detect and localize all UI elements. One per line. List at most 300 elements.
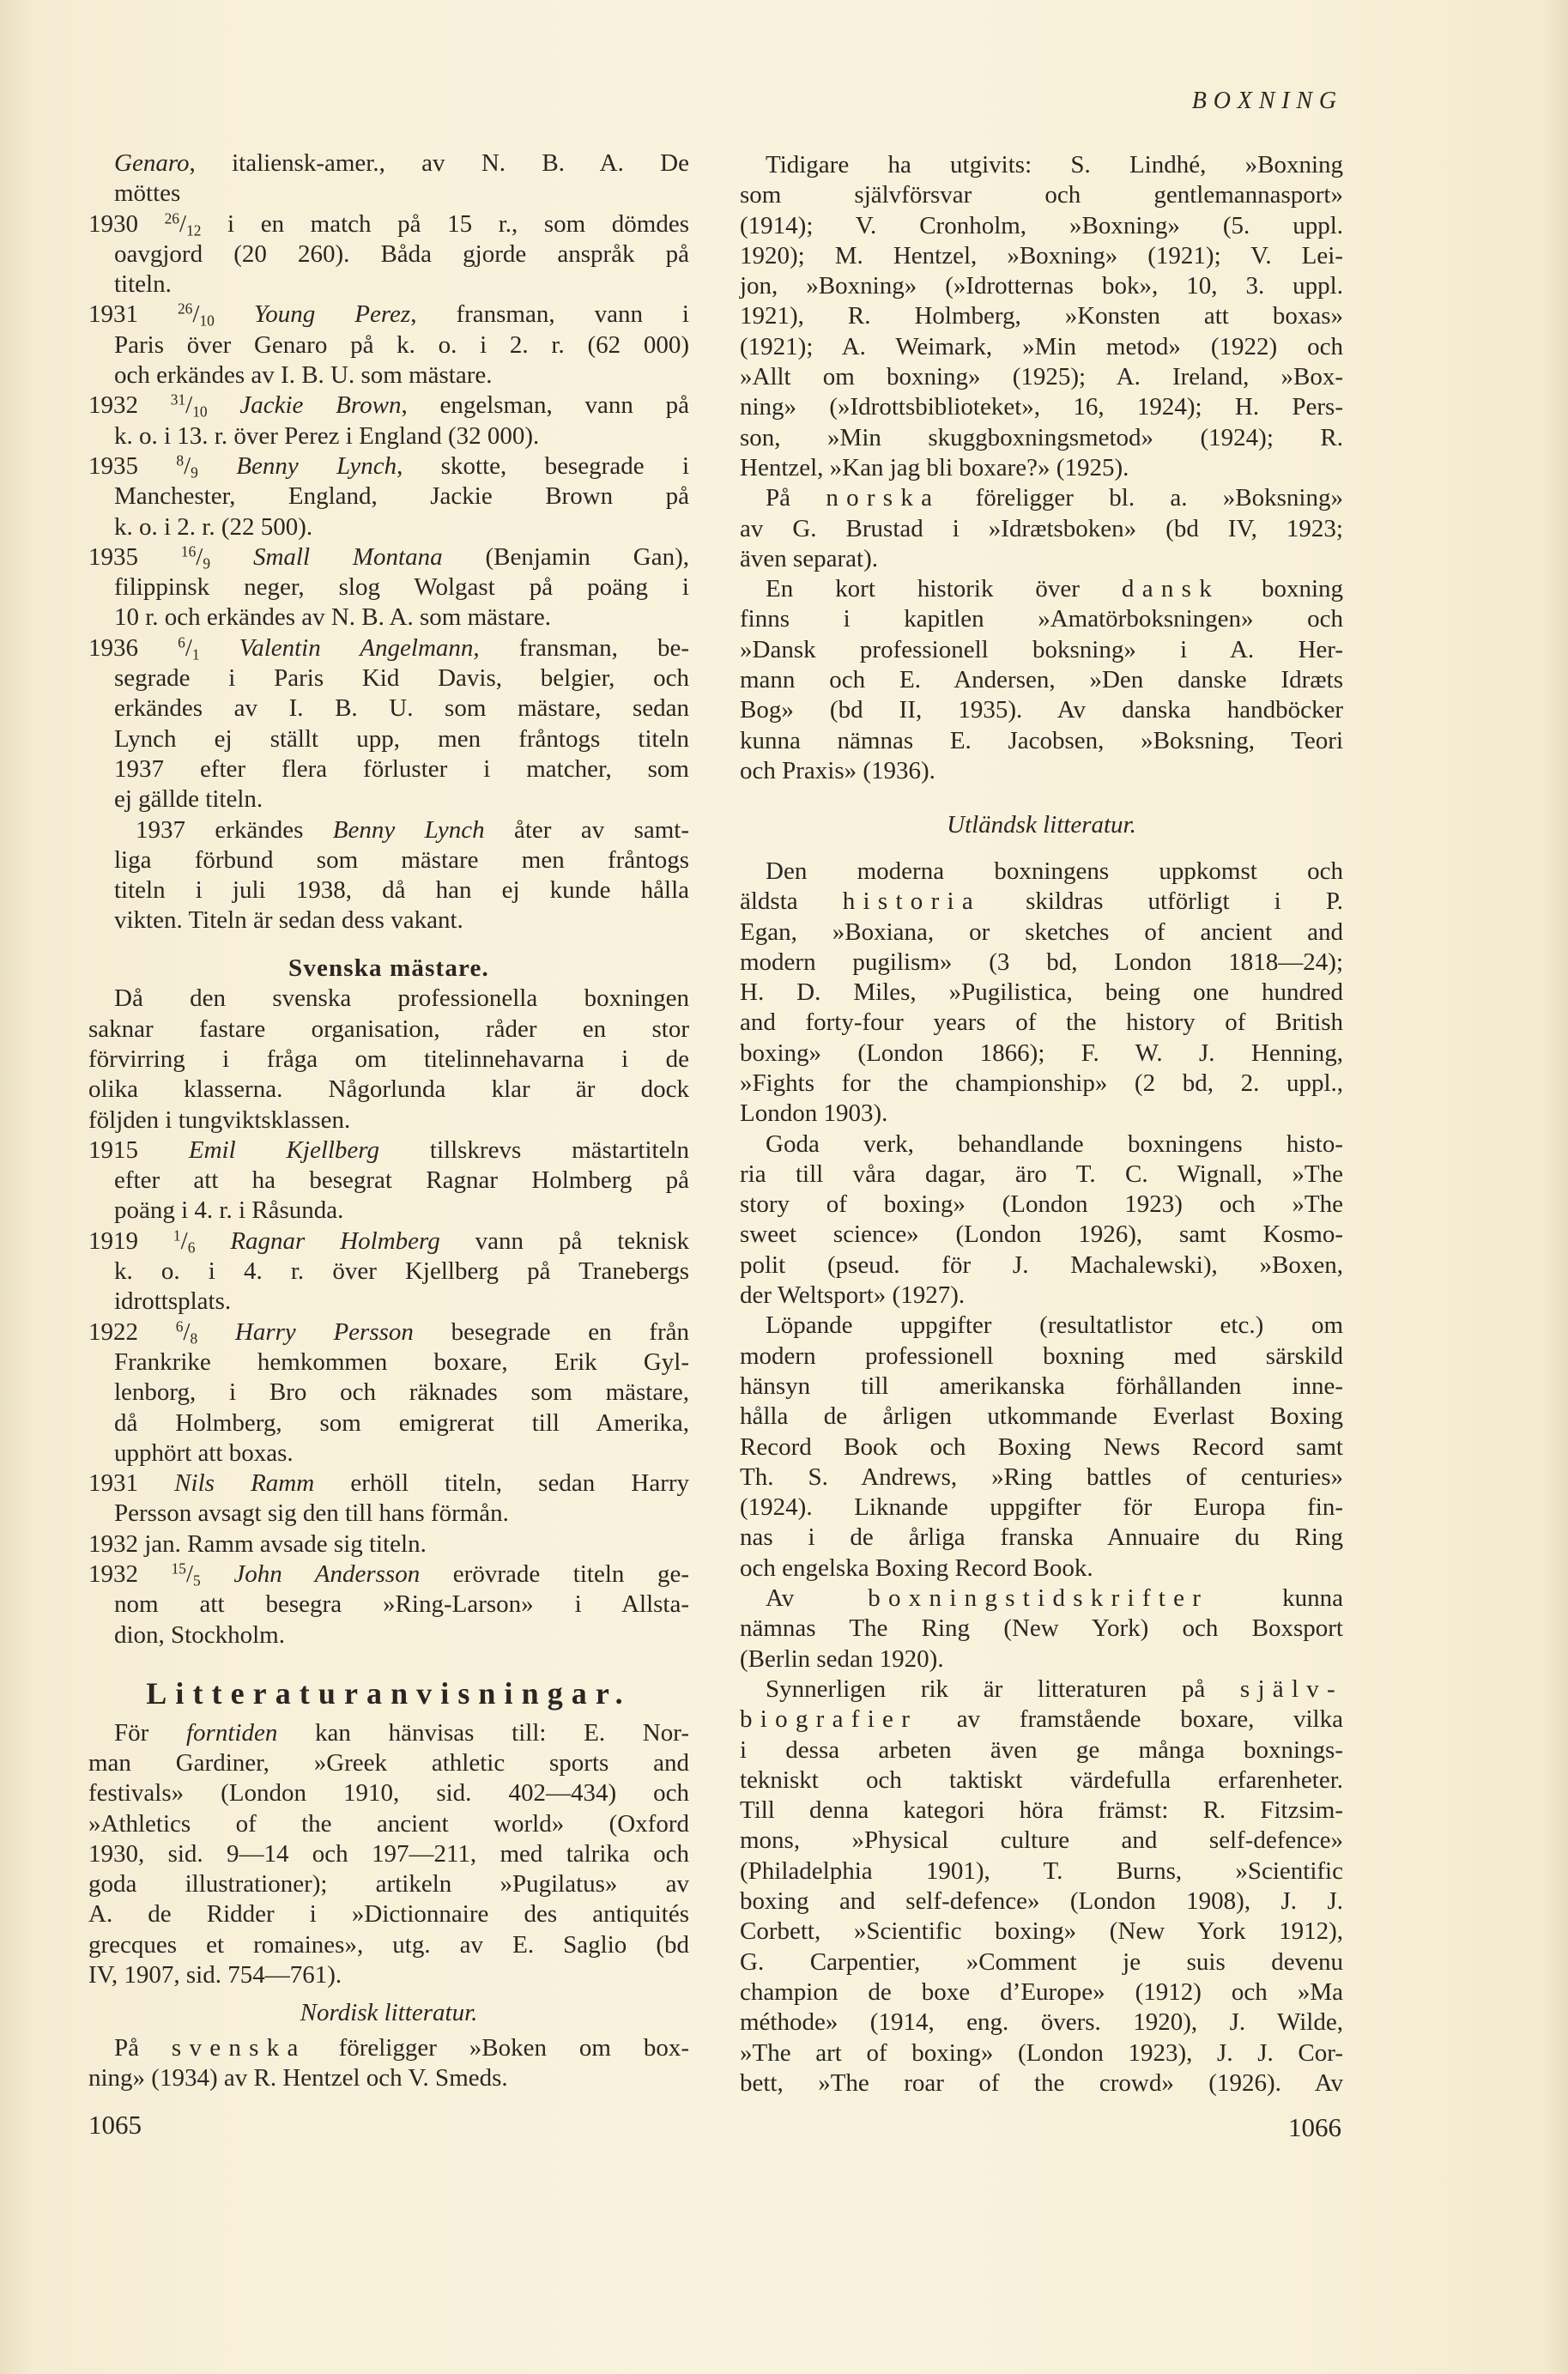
date-month: 6 [187, 1238, 196, 1257]
text-run: av G. Brustad i »Idrætsboken» (bd IV, 1923; [740, 514, 1343, 542]
text-run: son, »Min skuggboxningsmetod» (1924); R. [740, 423, 1343, 451]
text-line [740, 918, 1343, 948]
text-run: 1915 [88, 1136, 189, 1164]
text-line [88, 754, 689, 784]
text-line [740, 1584, 1343, 1614]
text-run: man Gardiner, »Greek athletic sports and [88, 1748, 689, 1777]
left-page-column [88, 148, 689, 2094]
text-run: Egan, »Boxiana, or sketches of ancient and [740, 918, 1343, 946]
text-run: k. o. i 13. r. över Perez i England (32 000). [114, 421, 540, 450]
date-day: 26 [164, 209, 179, 227]
text-line [88, 360, 689, 391]
text-run: méthode» (1914, eng. övers. 1920), J. Wilde, [740, 2008, 1343, 2037]
text-line [740, 514, 1343, 544]
paragraph [740, 1675, 1343, 2098]
text-line [88, 2033, 689, 2063]
text-run: A. de Ridder i »Dictionnaire des antiquités [88, 1900, 689, 1929]
text-line [88, 481, 689, 512]
text-run: 1931 [88, 1469, 175, 1498]
italic-name: Valentin Angelmann [239, 633, 474, 662]
text-run: 1919 [88, 1226, 173, 1255]
chronology-entry [88, 1559, 689, 1650]
text-run: and forty-four years of the history of British [740, 1008, 1343, 1037]
italic-name: Genaro [114, 149, 190, 177]
text-line [740, 1190, 1343, 1220]
text-line [740, 423, 1343, 453]
text-run: vann på teknisk [439, 1226, 690, 1255]
date-month: 5 [193, 1572, 201, 1590]
text-line [740, 1039, 1343, 1069]
text-run: mons, »Physical culture and self-defence» [740, 1826, 1343, 1855]
italic-subheading: Nordisk litteratur. [300, 1998, 478, 2026]
text-run: modern pugilism» (3 bd, London 1818—24); [740, 948, 1343, 976]
italic-name: Small Montana [252, 542, 443, 571]
text-run: finns i kapitlen »Amatörboksningen» och [740, 605, 1343, 633]
italic-name: Ragnar Holmberg [230, 1226, 440, 1255]
text-run: 1920); M. Hentzel, »Boxning» (1921); V. Lei- [740, 241, 1343, 269]
text-line [88, 1347, 689, 1378]
text-line [740, 392, 1343, 422]
text-run: Tidigare ha utgivits: S. Lindhé, »Boxning [766, 151, 1343, 179]
text-run: »Dansk professionell boksning» i A. Her- [740, 635, 1343, 663]
text-line [88, 512, 689, 542]
text-line [88, 1499, 689, 1529]
page-number-right: 1066 [1288, 2112, 1341, 2142]
text-run: hänsyn till amerikanska förhållanden inne- [740, 1372, 1343, 1400]
spaced-emphasis: biografier [740, 1705, 918, 1734]
text-run: / [179, 209, 187, 238]
text-run: der Weltsport» (1927). [740, 1281, 966, 1310]
text-run: För [114, 1718, 186, 1747]
date-month: 10 [192, 403, 208, 421]
italic-name: Harry Persson [234, 1317, 414, 1346]
text-line [740, 978, 1343, 1008]
text-run: 1930, sid. 9—14 och 197—211, med talrika och [88, 1839, 689, 1868]
text-run: kan hänvisas till: E. Nor- [277, 1718, 689, 1747]
text-run: filippinsk neger, slog Wolgast på poäng i [114, 573, 689, 602]
text-run: följden i tungviktsklassen. [88, 1105, 351, 1134]
text-line [740, 1523, 1343, 1553]
chronology-entry [88, 209, 689, 300]
text-run: , italiensk-amer., av N. B. A. De [189, 149, 689, 177]
text-line [88, 1014, 689, 1045]
text-line [88, 1839, 689, 1869]
text-line [88, 663, 689, 693]
text-line [740, 1765, 1343, 1796]
text-run: 1922 [88, 1317, 176, 1346]
text-run: , skotte, besegrade i [397, 451, 690, 480]
text-run: H. D. Miles, »Pugilistica, being one hundred [740, 978, 1343, 1007]
text-run: Record Book och Boxing News Record samt [740, 1432, 1343, 1461]
text-line [740, 483, 1343, 513]
text-run: Frankrike hemkommen boxare, Erik Gyl- [114, 1347, 689, 1376]
text-run: poäng i 4. r. i Råsunda. [114, 1196, 344, 1225]
text-line [88, 1899, 689, 1929]
text-line [740, 1735, 1343, 1765]
text-line [88, 209, 689, 239]
text-line [740, 1886, 1343, 1917]
chronology-entry [88, 1469, 689, 1529]
text-run: Persson avsagt sig den till hans förmån. [114, 1499, 509, 1528]
text-line [740, 857, 1343, 887]
text-run: (1914); V. Cronholm, »Boxning» (5. uppl. [740, 211, 1343, 239]
text-run: (Berlin sedan 1920). [740, 1644, 944, 1673]
text-run: London 1903). [740, 1099, 888, 1128]
paragraph [740, 1584, 1343, 1675]
text-line [88, 1718, 689, 1748]
text-run: kunna nämnas E. Jacobsen, »Boksning, Teori [740, 726, 1343, 754]
text-line [88, 330, 689, 360]
text-line [88, 1559, 689, 1590]
text-run: i dessa arbeten även ge många boxnings- [740, 1735, 1343, 1764]
date-day: 16 [180, 542, 197, 560]
text-line [740, 1463, 1343, 1493]
text-run: tillskrevs mästartiteln [379, 1136, 690, 1164]
chronology-entry [88, 1529, 689, 1559]
text-line [740, 665, 1343, 695]
text-line [88, 1930, 689, 1960]
text-line [88, 572, 689, 603]
text-run: 10 r. och erkändes av N. B. A. som mästare. [114, 603, 552, 632]
text-run: ria till våra dagar, äro T. C. Wignall, »The [740, 1160, 1343, 1188]
chronology-entry [88, 451, 689, 542]
text-run: saknar fastare organisation, råder en stor [88, 1014, 689, 1043]
paragraph [740, 150, 1343, 483]
text-line [88, 1620, 689, 1650]
text-run: / [183, 1317, 191, 1346]
date-day: 6 [178, 633, 185, 651]
text-line [88, 1960, 689, 1990]
text-run: (Philadelphia 1901), T. Burns, »Scientific [740, 1856, 1343, 1885]
text-run: föreligger bl. a. »Boksning» [940, 484, 1343, 512]
text-line [740, 1432, 1343, 1463]
text-line [740, 2068, 1343, 2098]
text-line [740, 1826, 1343, 1856]
italic-name: forntiden [185, 1718, 278, 1747]
italic-name: Nils Ramm [174, 1469, 315, 1498]
text-run: / [185, 391, 193, 420]
text-line [88, 1287, 689, 1317]
text-line [740, 1493, 1343, 1523]
paragraph [740, 483, 1343, 574]
text-line [740, 301, 1343, 331]
text-line [88, 1529, 689, 1559]
text-line [88, 815, 689, 845]
text-run: nas i de årliga franska Annuaire du Ring [740, 1523, 1343, 1552]
text-run: liga förbund som mästare men fråntogs [114, 845, 689, 874]
text-run: och Praxis» (1936). [740, 756, 935, 784]
italic-name: Benny Lynch [236, 451, 397, 480]
text-run [210, 543, 253, 571]
paragraph [740, 857, 1343, 1129]
text-run: och erkändes av I. B. U. som mästare. [114, 361, 493, 390]
text-run: 1932 [88, 1560, 172, 1589]
text-line [740, 887, 1343, 917]
section-heading: Litteraturanvisningar. [146, 1675, 632, 1711]
text-line [88, 984, 689, 1014]
italic-name: Young Perez [253, 300, 411, 329]
text-line [740, 574, 1343, 604]
text-run: Hentzel, »Kan jag bli boxare?» (1925). [740, 453, 1129, 481]
text-run: Manchester, England, Jackie Brown på [114, 482, 689, 511]
text-run: (1921); A. Weimark, »Min metod» (1922) och [740, 332, 1343, 360]
text-line [88, 391, 689, 421]
text-line [740, 2008, 1343, 2038]
text-run: , fransman, be- [473, 633, 690, 662]
text-run: bett, »The roar of the crowd» (1926). Av [740, 2068, 1343, 2097]
text-run: Th. S. Andrews, »Ring battles of centuries» [740, 1463, 1343, 1491]
text-line [740, 2038, 1343, 2068]
date-month: 12 [186, 221, 202, 239]
text-run: G. Carpentier, »Comment je suis devenu [740, 1947, 1343, 1976]
text-line [88, 421, 689, 451]
text-run: »The art of boxing» (London 1923), J. J. Cor- [740, 2038, 1343, 2067]
text-line [740, 1553, 1343, 1584]
text-run: besegrade en från [413, 1317, 689, 1346]
text-line [88, 724, 689, 754]
text-line [740, 1614, 1343, 1644]
text-run: titeln. [114, 270, 172, 299]
text-run: På [766, 484, 826, 512]
text-run: och engelska Boxing Record Book. [740, 1553, 1093, 1582]
text-line [88, 603, 689, 633]
text-run: / [184, 451, 191, 480]
text-line [740, 1129, 1343, 1160]
text-run: Löpande uppgifter (resultatlistor etc.) om [766, 1311, 1343, 1340]
text-run: efter att ha besegrat Ragnar Holmberg på [114, 1166, 689, 1195]
text-run: upphört att boxas. [114, 1438, 294, 1467]
text-run: olika klasserna. Någorlunda klar är dock [88, 1075, 689, 1104]
text-run: k. o. i 4. r. över Kjellberg på Tranebergs [114, 1257, 689, 1286]
text-line [88, 1469, 689, 1499]
chronology-entry [88, 391, 689, 451]
text-line [740, 756, 1343, 786]
paragraph [88, 2033, 689, 2094]
text-line [88, 845, 689, 875]
text-run: Paris över Genaro på k. o. i 2. r. (62 000) [114, 330, 689, 359]
text-run: nämnas The Ring (New York) och Boxsport [740, 1614, 1343, 1643]
text-run: hålla de årligen utkommande Everlast Boxing [740, 1402, 1343, 1431]
text-line [88, 179, 689, 209]
text-run: boxning [1219, 575, 1344, 603]
italic-name: Emil Kjellberg [188, 1136, 380, 1164]
text-line [88, 1257, 689, 1287]
text-run: / [192, 300, 200, 329]
text-run: åter av samt- [484, 815, 689, 844]
text-line [88, 1045, 689, 1075]
text-run [198, 452, 236, 480]
text-run: festivals» (London 1910, sid. 402—434) och [88, 1779, 689, 1808]
spaced-emphasis: boxningstidskrifter [868, 1584, 1209, 1613]
text-run: boxing and self-defence» (London 1908), J. J. [740, 1887, 1343, 1916]
text-line [740, 1402, 1343, 1432]
text-line [88, 148, 689, 179]
text-run: , fransman, vann i [410, 300, 689, 329]
text-run: goda illustrationer); artikeln »Pugilatus» av [88, 1870, 689, 1899]
text-run: 1931 [88, 300, 178, 329]
text-line [88, 1869, 689, 1899]
text-run: 1935 [88, 542, 181, 571]
text-run: av framstående boxare, vilka [917, 1705, 1343, 1734]
text-line [88, 1166, 689, 1196]
text-run [195, 1227, 230, 1255]
text-run: Synnerligen rik är litteraturen på [766, 1675, 1240, 1703]
italic-subheading: Utländsk litteratur. [947, 810, 1136, 839]
text-line [740, 1099, 1343, 1129]
text-line [88, 1105, 689, 1136]
text-line [88, 693, 689, 724]
date-day: 1 [173, 1226, 181, 1245]
date-day: 26 [177, 300, 193, 318]
text-run: Lynch ej ställt upp, men fråntogs titeln [114, 724, 689, 753]
text-line [88, 2063, 689, 2093]
date-month: 1 [191, 645, 200, 663]
text-line [88, 239, 689, 269]
text-run: ning» (»Idrottsbiblioteket», 16, 1924); H. Pers- [740, 393, 1343, 421]
text-run: På [114, 2033, 172, 2062]
text-line [740, 150, 1343, 180]
chronology-entry [88, 1226, 689, 1317]
spaced-emphasis: historia [842, 887, 982, 916]
text-line [88, 1226, 689, 1257]
text-line [88, 784, 689, 815]
text-run: grecques et romaines», utg. av E. Saglio (bd [88, 1930, 689, 1959]
date-month: 8 [190, 1329, 198, 1347]
date-month: 9 [203, 554, 211, 572]
date-day: 31 [170, 391, 186, 409]
text-line [740, 1281, 1343, 1311]
text-run: då Holmberg, som emigrerat till Amerika, [114, 1408, 689, 1437]
text-run [200, 634, 239, 662]
text-line [88, 269, 689, 300]
text-run: sweet science» (London 1926), samt Kosmo- [740, 1220, 1343, 1249]
paragraph [740, 1311, 1343, 1584]
text-run: erövrade titeln ge- [420, 1560, 690, 1589]
text-run: En kort historik över [766, 575, 1122, 603]
text-line [88, 1317, 689, 1347]
text-line [740, 1311, 1343, 1341]
text-line [88, 1590, 689, 1620]
date-day: 6 [175, 1317, 184, 1335]
italic-name: John Andersson [233, 1560, 421, 1589]
text-run: även separat). [740, 544, 879, 572]
text-run: ning» (1934) av R. Hentzel och V. Smeds. [88, 2064, 508, 2092]
text-run: polit (pseud. för J. Machalewski), »Boxen, [740, 1251, 1343, 1279]
text-line [740, 453, 1343, 483]
text-run: äldsta [740, 887, 843, 916]
text-run: erkändes av I. B. U. som mästare, sedan [114, 694, 689, 723]
text-run: möttes [114, 179, 181, 208]
chronology-entry [88, 1317, 689, 1469]
text-line [740, 1796, 1343, 1826]
text-run: jon, »Boxning» (»Idrotternas bok», 10, 3. uppl. [740, 272, 1343, 300]
text-run: föreligger »Boken om box- [306, 2033, 689, 2062]
text-run: dion, Stockholm. [114, 1620, 285, 1649]
text-run: lenborg, i Bro och räknades som mästare, [114, 1378, 689, 1407]
text-line [740, 1856, 1343, 1886]
text-run: / [185, 1560, 194, 1589]
text-run: nom att besegra »Ring-Larson» i Allsta- [114, 1590, 689, 1619]
text-line [88, 1378, 689, 1408]
chronology-entry [88, 542, 689, 633]
chronology-entry [88, 300, 689, 391]
paragraph [740, 1129, 1343, 1311]
text-line [740, 1008, 1343, 1038]
text-run: tekniskt och taktiskt värdefulla erfarenheter. [740, 1765, 1343, 1794]
text-run: / [185, 633, 192, 662]
text-line [740, 604, 1343, 634]
running-title: BOXNING [1191, 88, 1343, 114]
text-run: (Benjamin Gan), [442, 542, 689, 571]
text-line [88, 1075, 689, 1105]
text-line [740, 1977, 1343, 2008]
spaced-emphasis: dansk [1121, 575, 1220, 603]
text-line [88, 300, 689, 330]
right-page-column [740, 150, 1343, 2098]
text-run: , engelsman, vann på [401, 391, 689, 420]
text-line [740, 544, 1343, 574]
text-line [740, 1069, 1343, 1099]
text-run: (1924). Liknande uppgifter för Europa fin- [740, 1493, 1343, 1522]
text-line [740, 635, 1343, 665]
text-line [88, 875, 689, 905]
text-run: mann och E. Andersen, »Den danske Idræts [740, 666, 1343, 694]
text-run: 1935 [88, 451, 177, 480]
text-run: titeln i juli 1938, då han ej kunde hålla [114, 876, 689, 905]
text-run: Den moderna boxningens uppkomst och [766, 857, 1343, 885]
text-line [740, 726, 1343, 756]
text-run: boxing» (London 1866); F. W. J. Henning, [740, 1039, 1343, 1067]
text-run: kunna [1208, 1584, 1344, 1613]
page-number-left: 1065 [88, 2110, 142, 2140]
paragraph [88, 148, 689, 209]
text-run: / [180, 1226, 188, 1255]
subsection-heading: Svenska mästare. [288, 954, 489, 982]
italic-name: Benny Lynch [332, 815, 485, 844]
text-line [740, 1251, 1343, 1281]
date-month: 10 [199, 312, 215, 330]
spaced-emphasis: svenska [171, 2033, 306, 2062]
text-line [740, 1675, 1343, 1705]
text-run: story of boxing» (London 1923) och »The [740, 1190, 1343, 1219]
text-run [215, 300, 254, 328]
text-line [740, 948, 1343, 978]
text-run: Goda verk, behandlande boxningens histo- [766, 1129, 1343, 1158]
chronology-entry [88, 1136, 689, 1226]
text-line [740, 180, 1343, 210]
text-run: i en match på 15 r., som dömdes [201, 209, 690, 238]
spaced-emphasis: själv- [1239, 1675, 1343, 1703]
text-run: champion de boxe d’Europe» (1912) och »Ma [740, 1977, 1343, 2006]
text-run: erhöll titeln, sedan Harry [314, 1469, 690, 1498]
text-run: / [196, 542, 203, 571]
text-line [740, 1160, 1343, 1190]
date-day: 8 [176, 451, 185, 469]
text-run: Bog» (bd II, 1935). Av danska handböcker [740, 696, 1343, 724]
text-run: »Athletics of the ancient world» (Oxford [88, 1809, 689, 1838]
date-month: 9 [191, 463, 198, 481]
text-line [88, 1748, 689, 1778]
text-run: Då den svenska professionella boxningen [114, 984, 689, 1013]
text-run: idrottsplats. [114, 1287, 232, 1316]
text-run: segrade i Paris Kid Davis, belgier, och [114, 664, 689, 693]
text-line [740, 1220, 1343, 1250]
text-line [740, 271, 1343, 301]
text-run: som självförsvar och gentlemannasport» [740, 181, 1343, 209]
text-run [208, 391, 240, 419]
text-run: 1932 jan. Ramm avsade sig titeln. [88, 1529, 427, 1558]
text-line [88, 633, 689, 663]
